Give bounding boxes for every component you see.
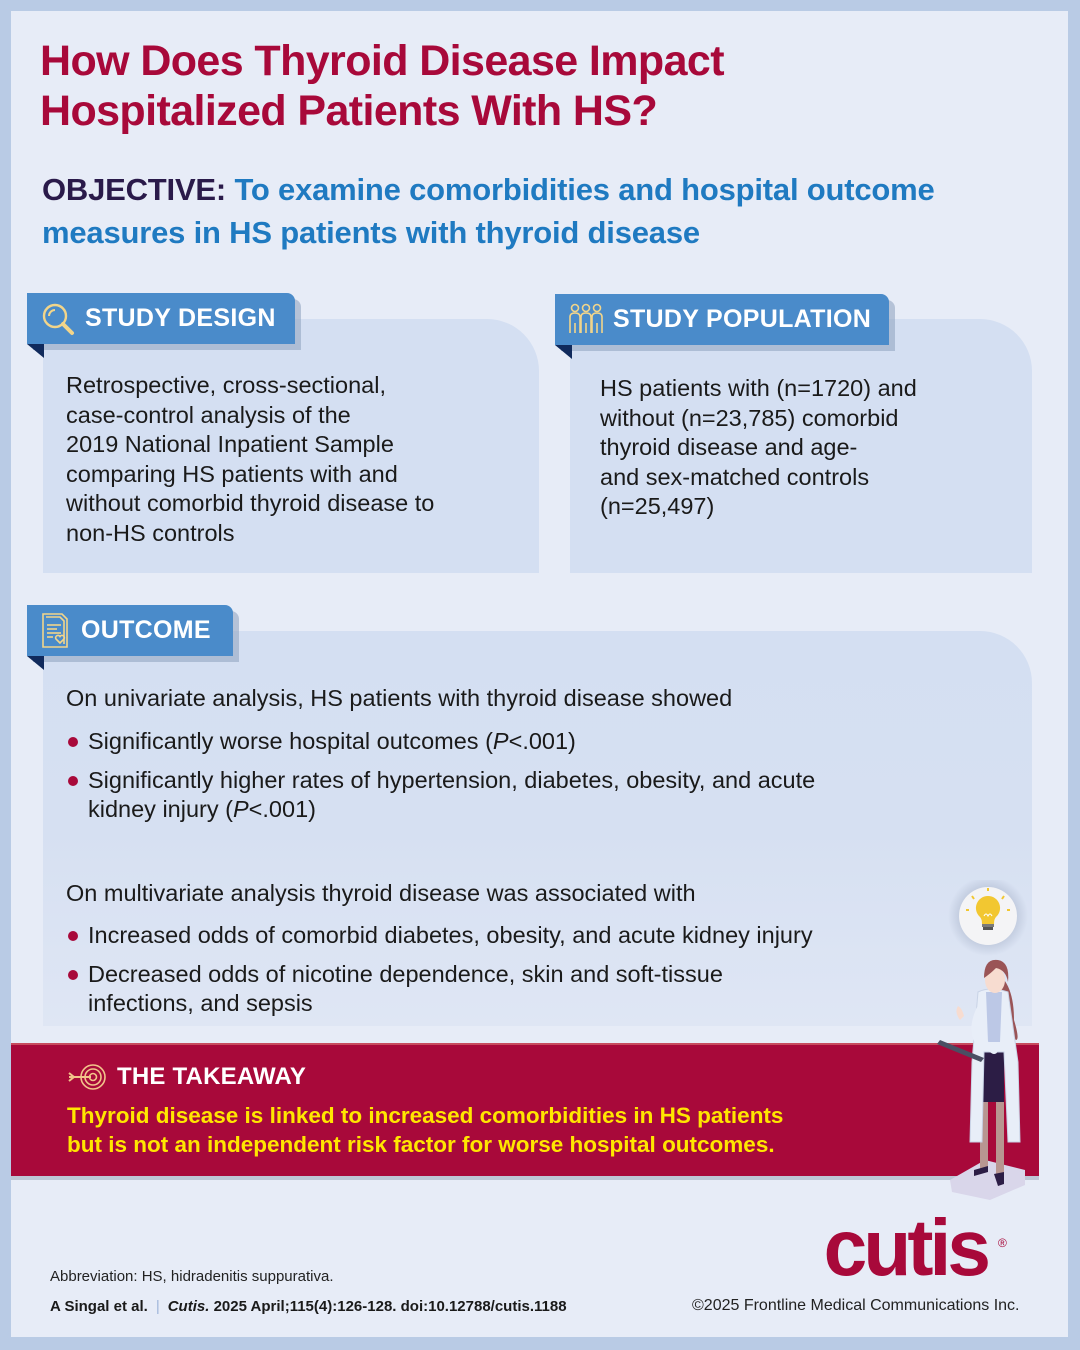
banner-fold xyxy=(555,345,572,359)
study-population-banner xyxy=(555,294,889,345)
outcome-banner xyxy=(27,605,233,656)
study-design-text xyxy=(66,371,526,548)
takeaway-text xyxy=(67,1101,927,1159)
p-value-symbol: P xyxy=(232,796,249,822)
study-design-heading: STUDY DESIGN xyxy=(85,304,276,332)
list-item xyxy=(66,727,866,756)
takeaway-line: but is not an independent risk factor for worse hospital outcomes. xyxy=(67,1132,775,1157)
magnifier-icon xyxy=(41,302,75,336)
objective-label: OBJECTIVE: xyxy=(42,172,227,207)
cutis-logo: cutis xyxy=(823,1203,988,1292)
bullet-text: Decreased odds of nicotine dependence, skin and soft-tissue infections, and sepsis xyxy=(88,961,723,1016)
banner-fold xyxy=(27,656,44,670)
study-population-line: (n=25,497) xyxy=(600,493,715,519)
title-line-1: How Does Thyroid Disease Impact xyxy=(40,37,724,85)
p-value: <.001) xyxy=(508,728,576,754)
study-design-line: 2019 National Inpatient Sample xyxy=(66,431,394,457)
objective-text: To examine comorbidities and hospital outcome measures in HS patients with thyroid disease xyxy=(42,172,935,250)
study-population-line: without (n=23,785) comorbid xyxy=(600,404,899,431)
people-group-icon xyxy=(569,303,603,337)
takeaway-box xyxy=(11,1043,1039,1176)
study-design-line: case-control analysis of the xyxy=(66,401,351,428)
study-design-line: comparing HS patients with and xyxy=(66,460,398,487)
objective xyxy=(42,168,1002,254)
document-heart-icon xyxy=(41,612,71,650)
study-population-text xyxy=(600,374,1000,522)
bullet-dot xyxy=(68,931,78,941)
outcome-heading: OUTCOME xyxy=(81,616,211,644)
study-design-line: without comorbid thyroid disease to xyxy=(66,490,435,516)
study-population-line: HS patients with (n=1720) and xyxy=(600,375,917,401)
registered-mark: ® xyxy=(998,1236,1007,1250)
list-item xyxy=(66,960,826,1018)
citation-separator: | xyxy=(155,1298,160,1315)
citation-reference: 2025 April;115(4):126-128. doi:10.12788/cutis.1188 xyxy=(213,1298,567,1315)
bullet-dot xyxy=(68,970,78,980)
study-population-heading: STUDY POPULATION xyxy=(613,305,872,333)
bullet-text: Significantly higher rates of hypertension, diabetes, obesity, and acute kidney injury ( xyxy=(88,767,816,822)
title-line-2: Hospitalized Patients With HS? xyxy=(40,87,658,135)
citation xyxy=(50,1298,567,1315)
citation-journal: Cutis. xyxy=(167,1298,210,1315)
bullet-dot xyxy=(68,737,78,747)
page-title xyxy=(40,36,940,136)
study-design-line: Retrospective, cross-sectional, xyxy=(66,372,386,398)
takeaway-heading-row xyxy=(67,1063,306,1091)
copyright: ©2025 Frontline Medical Communications Inc. xyxy=(692,1297,1020,1314)
target-arrow-icon xyxy=(67,1063,107,1091)
p-value: <.001) xyxy=(248,796,316,822)
doctor-illustration xyxy=(900,880,1040,1200)
multivariate-list xyxy=(66,921,926,1028)
study-population-line: and sex-matched controls xyxy=(600,463,870,490)
bullet-text: Increased odds of comorbid diabetes, obesity, and acute kidney injury xyxy=(88,922,813,948)
citation-authors: A Singal et al. xyxy=(50,1298,148,1315)
abbreviation-note: Abbreviation: HS, hidradenitis suppurativa. xyxy=(50,1268,334,1285)
takeaway-line: Thyroid disease is linked to increased comorbidities in HS patients xyxy=(67,1103,784,1128)
p-value-symbol: P xyxy=(492,728,509,754)
takeaway-heading: THE TAKEAWAY xyxy=(117,1063,307,1090)
list-item xyxy=(66,921,926,950)
multivariate-intro: On multivariate analysis thyroid disease was associated with xyxy=(66,880,696,906)
lightbulb-icon xyxy=(948,880,1028,956)
banner-fold xyxy=(27,344,44,358)
list-item xyxy=(66,766,866,824)
univariate-intro: On univariate analysis, HS patients with thyroid disease showed xyxy=(66,685,733,711)
study-design-line: non-HS controls xyxy=(66,519,235,546)
bullet-dot xyxy=(68,776,78,786)
study-population-line: thyroid disease and age- xyxy=(600,434,858,460)
study-design-banner xyxy=(27,293,295,344)
univariate-list xyxy=(66,727,866,834)
bullet-text: Significantly worse hospital outcomes ( xyxy=(88,728,493,754)
